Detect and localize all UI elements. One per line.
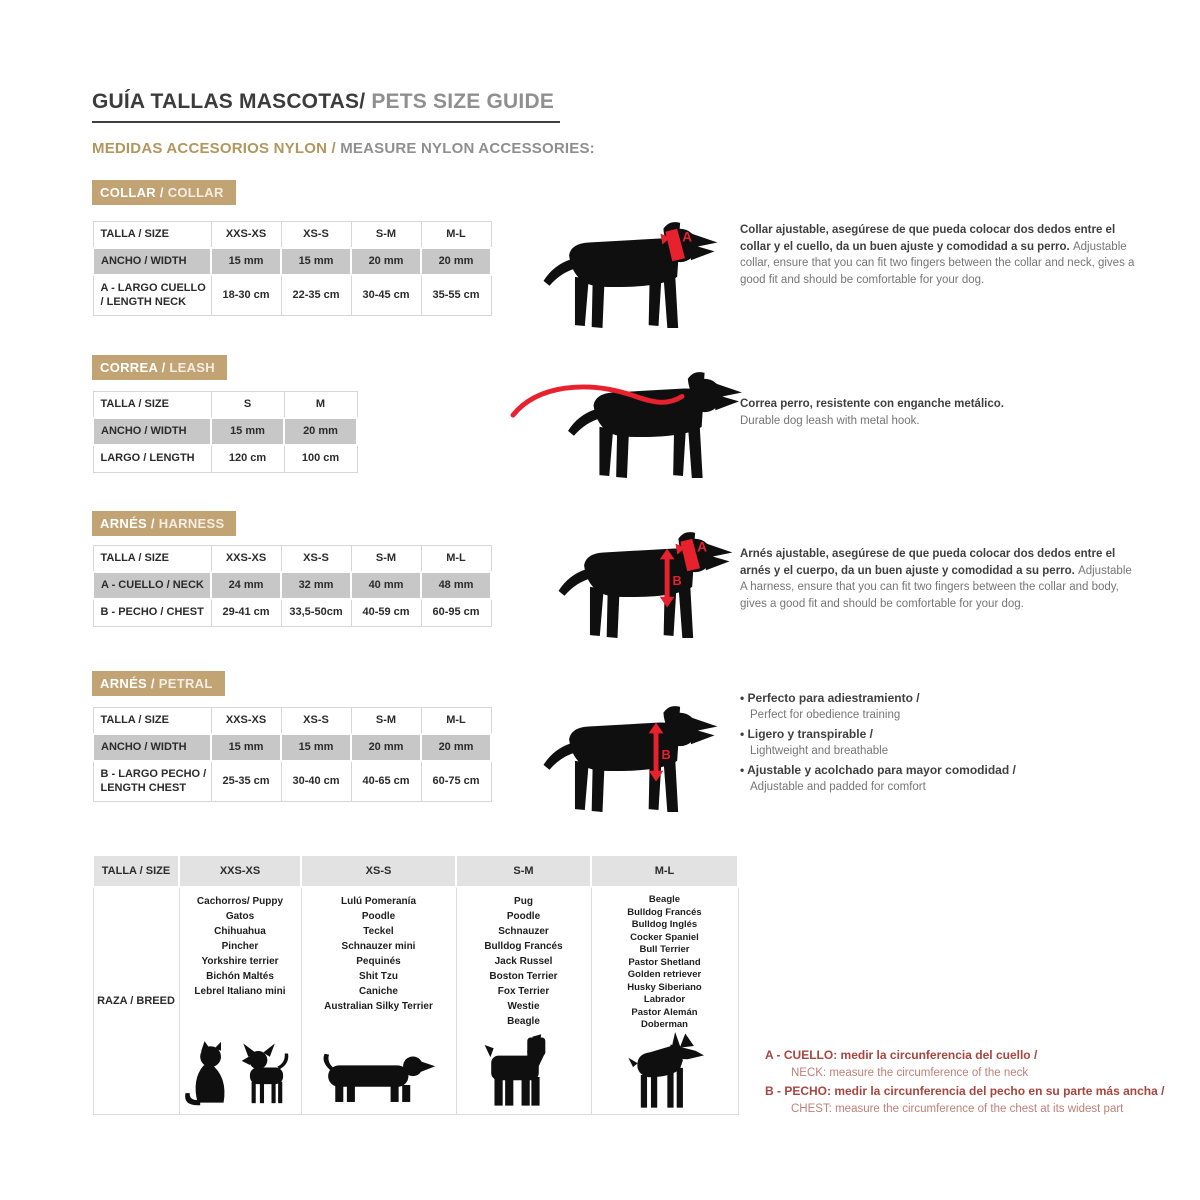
table-cell: 120 cm xyxy=(211,445,284,472)
breed-item: Bulldog Francés xyxy=(484,941,563,952)
table-row xyxy=(93,734,491,761)
leash-description-es: Correa perro, resistente con enganche metálico. xyxy=(740,398,1004,410)
table-cell: 25-35 cm xyxy=(211,761,281,801)
breed-list xyxy=(194,894,285,999)
table-cell: 60-95 cm xyxy=(421,599,491,626)
breed-item: Lulú Pomeranía xyxy=(340,896,416,907)
breed-item: Poodle xyxy=(361,911,396,922)
harness-description xyxy=(740,546,1138,613)
breed-item: Schnauzer mini xyxy=(341,941,416,952)
breed-item: Pastor Alemán xyxy=(631,1006,698,1018)
feature-en: Adjustable and padded for comfort xyxy=(750,780,926,793)
table-cell: 15 mm xyxy=(281,248,351,275)
breeds-column-xxs-xs xyxy=(179,887,301,1114)
dachshund-silhouette xyxy=(320,1052,438,1110)
measuring-notes xyxy=(765,1046,1195,1119)
breed-item: Doberman xyxy=(641,1019,688,1031)
row-label-cell: A - LARGO CUELLO / LENGTH NECK xyxy=(93,275,211,315)
table-header-cell: TALLA / SIZE xyxy=(93,546,211,573)
table-header-cell: TALLA / SIZE xyxy=(93,855,179,887)
table-header-cell: S-M xyxy=(351,222,421,249)
breed-item: Golden retriever xyxy=(627,969,702,981)
table-row xyxy=(93,761,491,801)
feature-es: • Ligero y transpirable / xyxy=(740,726,1140,743)
breed-item: Jack Russel xyxy=(494,956,553,967)
page-subtitle-en: MEASURE NYLON ACCESSORIES: xyxy=(335,140,595,157)
collar-description-en: Adjustable collar, ensure that you can fit two fingers between the collar and neck, gives a good fit and should be comfortable for your dog. xyxy=(740,240,1135,287)
table-cell: 20 mm xyxy=(351,248,421,275)
note-en: NECK: measure the circumference of the neck xyxy=(791,1066,1029,1079)
feature-en: Perfect for obedience training xyxy=(750,708,901,721)
table-header-cell: XXS-XS xyxy=(211,222,281,249)
leash-description-en: Durable dog leash with metal hook. xyxy=(740,414,920,427)
row-label-cell: ANCHO / WIDTH xyxy=(93,418,211,445)
breed-item: Gatos xyxy=(225,911,255,922)
table-cell: 100 cm xyxy=(284,445,357,472)
leash-size-table xyxy=(92,391,358,473)
feature-es: • Perfecto para adiestramiento / xyxy=(740,690,1140,707)
table-header-cell: XS-S xyxy=(281,546,351,573)
table-header-cell: M xyxy=(284,392,357,419)
table-header-cell: XXS-XS xyxy=(211,708,281,735)
cat-silhouette xyxy=(182,1038,234,1110)
petral-features xyxy=(740,690,1140,798)
collar-dog-silhouette xyxy=(540,216,720,329)
table-cell: 29-41 cm xyxy=(211,599,281,626)
breed-item: Shit Tzu xyxy=(359,971,398,982)
page-title-en: PETS SIZE GUIDE xyxy=(365,90,555,114)
breed-item: Chihuahua xyxy=(214,926,266,937)
measure-note-a xyxy=(765,1046,1195,1082)
table-row xyxy=(93,887,738,1114)
breeds-row-label-cell xyxy=(93,887,179,1114)
breeds-size-table xyxy=(92,854,739,1115)
table-cell: 60-75 cm xyxy=(421,761,491,801)
table-row xyxy=(93,418,357,445)
petral-measure-letter-b: B xyxy=(661,746,671,762)
breed-item: Pequinés xyxy=(356,956,401,967)
page-title-es: GUÍA TALLAS MASCOTAS/ xyxy=(92,90,366,114)
row-label-cell: A - CUELLO / NECK xyxy=(93,572,211,599)
harness-dog-silhouette xyxy=(555,526,735,639)
breed-item: Pug xyxy=(514,896,533,907)
harness-measure-letter-a: A xyxy=(697,539,708,555)
table-cell: 15 mm xyxy=(281,734,351,761)
breed-item: Schnauzer xyxy=(498,926,549,937)
badge-label-en: LEASH xyxy=(165,360,215,375)
table-header-cell: XS-S xyxy=(281,222,351,249)
feature-en: Lightweight and breathable xyxy=(750,744,889,757)
breed-item: Bichón Maltés xyxy=(206,971,274,982)
page-subtitle-es: MEDIDAS ACCESORIOS NYLON / xyxy=(92,140,336,157)
breed-item: Bulldog Inglés xyxy=(631,919,698,931)
table-row xyxy=(93,445,357,472)
badge-label-es: CORREA / xyxy=(100,360,166,375)
table-header-row xyxy=(93,546,491,573)
table-cell: 20 mm xyxy=(284,418,357,445)
collar-measure-letter-a: A xyxy=(682,229,693,245)
table-cell: 24 mm xyxy=(211,572,281,599)
table-cell: 30-45 cm xyxy=(351,275,421,315)
table-header-cell: S-M xyxy=(456,855,591,887)
table-header-cell: XS-S xyxy=(281,708,351,735)
harness-measure-letter-b: B xyxy=(672,572,682,588)
measure-note-b xyxy=(765,1082,1195,1118)
breed-item: Lebrel Italiano mini xyxy=(194,986,286,997)
badge-label-es: ARNÉS / xyxy=(100,676,155,691)
breeds-row-label: RAZA / BREED xyxy=(97,994,175,1007)
table-header-cell: M-L xyxy=(421,546,491,573)
breed-item: Boston Terrier xyxy=(489,971,558,982)
table-cell: 15 mm xyxy=(211,418,284,445)
table-header-cell: XS-S xyxy=(301,855,456,887)
note-es: A - CUELLO: medir la circunferencia del cuello / xyxy=(765,1048,1038,1062)
table-cell: 35-55 cm xyxy=(421,275,491,315)
table-header-cell: TALLA / SIZE xyxy=(93,222,211,249)
table-row xyxy=(93,572,491,599)
badge-label-es: COLLAR / xyxy=(100,185,164,200)
leash-description xyxy=(740,396,1138,429)
table-cell: 20 mm xyxy=(421,248,491,275)
petral-dog-silhouette xyxy=(540,700,720,813)
breed-item: Australian Silky Terrier xyxy=(324,1001,433,1012)
breed-item: Yorkshire terrier xyxy=(201,956,279,967)
table-header-cell: M-L xyxy=(421,222,491,249)
breeds-column-m-l xyxy=(591,887,738,1114)
table-cell: 32 mm xyxy=(281,572,351,599)
table-header-row xyxy=(93,392,357,419)
breeds-column-xs-s xyxy=(301,887,456,1114)
harness-size-table xyxy=(92,545,492,627)
breed-item: Pincher xyxy=(221,941,259,952)
breed-item: Beagle xyxy=(507,1016,540,1027)
row-label-cell: ANCHO / WIDTH xyxy=(93,734,211,761)
table-cell: 20 mm xyxy=(421,734,491,761)
table-row xyxy=(93,599,491,626)
row-label-cell: B - LARGO PECHO / LENGTH CHEST xyxy=(93,761,211,801)
breed-list xyxy=(484,894,562,1029)
note-en: CHEST: measure the circumference of the chest at its widest part xyxy=(791,1103,1124,1115)
table-cell: 40 mm xyxy=(351,572,421,599)
breed-item: Beagle xyxy=(648,894,681,905)
breed-item: Teckel xyxy=(363,926,394,937)
schnauzer-silhouette xyxy=(483,1034,565,1110)
petral-size-table xyxy=(92,707,492,802)
breed-item: Labrador xyxy=(643,994,686,1006)
doberman-silhouette xyxy=(619,1032,711,1110)
table-header-row xyxy=(93,708,491,735)
chihuahua-silhouette xyxy=(240,1040,298,1110)
table-cell: 48 mm xyxy=(421,572,491,599)
breed-item: Pastor Shetland xyxy=(628,956,701,968)
breed-list xyxy=(324,894,433,1014)
breed-item: Fox Terrier xyxy=(497,986,550,997)
table-header-cell: TALLA / SIZE xyxy=(93,392,211,419)
row-label-cell: ANCHO / WIDTH xyxy=(93,248,211,275)
table-cell: 20 mm xyxy=(351,734,421,761)
note-es: B - PECHO: medir la circunferencia del pecho en su parte más ancha / xyxy=(765,1084,1165,1099)
table-row xyxy=(93,275,491,315)
breed-item: Bulldog Francés xyxy=(627,906,702,918)
breed-item: Cocker Spaniel xyxy=(630,931,699,943)
table-header-row xyxy=(93,855,738,887)
feature-item xyxy=(740,726,1140,759)
table-cell: 18-30 cm xyxy=(211,275,281,315)
breed-list xyxy=(627,894,701,1032)
harness-description-en: Adjustable A harness, ensure that you can fit two fingers between the collar and body, gives a good fit and should be comfortable for your dog. xyxy=(740,564,1132,611)
table-header-cell: XXS-XS xyxy=(211,546,281,573)
feature-item xyxy=(740,690,1140,723)
table-header-cell: S xyxy=(211,392,284,419)
table-cell: 40-65 cm xyxy=(351,761,421,801)
collar-description-es: Collar ajustable, asegúrese de que pueda colocar dos dedos entre el collar y el cuello, da un buen ajuste y comodidad a su perro. xyxy=(740,224,1116,253)
breed-item: Westie xyxy=(507,1001,540,1012)
collar-description xyxy=(740,222,1138,289)
table-cell: 33,5-50cm xyxy=(281,599,351,626)
table-cell: 30-40 cm xyxy=(281,761,351,801)
leash-section-badge xyxy=(92,355,227,380)
table-cell: 15 mm xyxy=(211,248,281,275)
breed-item: Husky Siberiano xyxy=(627,981,702,993)
table-header-cell: TALLA / SIZE xyxy=(93,708,211,735)
collar-section-badge xyxy=(92,180,236,205)
badge-label-en: PETRAL xyxy=(154,676,213,691)
harness-section-badge xyxy=(92,511,236,536)
feature-item xyxy=(740,762,1140,795)
breed-item: Bull Terrier xyxy=(639,944,690,956)
feature-es: • Ajustable y acolchado para mayor comodidad / xyxy=(740,762,1140,779)
badge-label-en: HARNESS xyxy=(154,516,225,531)
table-header-cell: S-M xyxy=(351,708,421,735)
page-title xyxy=(92,90,560,123)
breeds-column-s-m xyxy=(456,887,591,1114)
table-header-cell: M-L xyxy=(591,855,738,887)
harness-description-es: Arnés ajustable, asegúrese de que pueda colocar dos dedos entre el arnés y el cuerpo, da un buen ajuste y comodidad a su perro. xyxy=(740,548,1116,577)
row-label-cell: B - PECHO / CHEST xyxy=(93,599,211,626)
table-row xyxy=(93,248,491,275)
collar-size-table xyxy=(92,221,492,316)
table-cell: 15 mm xyxy=(211,734,281,761)
badge-label-es: ARNÉS / xyxy=(100,516,155,531)
breed-item: Poodle xyxy=(506,911,541,922)
leash-dog-silhouette xyxy=(505,366,745,479)
badge-label-en: COLLAR xyxy=(163,185,224,200)
table-header-row xyxy=(93,222,491,249)
breed-item: Cachorros/ Puppy xyxy=(196,896,284,907)
table-cell: 40-59 cm xyxy=(351,599,421,626)
table-header-cell: S-M xyxy=(351,546,421,573)
table-header-cell: M-L xyxy=(421,708,491,735)
page-subtitle xyxy=(92,140,595,157)
table-header-cell: XXS-XS xyxy=(179,855,301,887)
row-label-cell: LARGO / LENGTH xyxy=(93,445,211,472)
petral-section-badge xyxy=(92,671,225,696)
breed-item: Caniche xyxy=(359,986,398,997)
table-cell: 22-35 cm xyxy=(281,275,351,315)
